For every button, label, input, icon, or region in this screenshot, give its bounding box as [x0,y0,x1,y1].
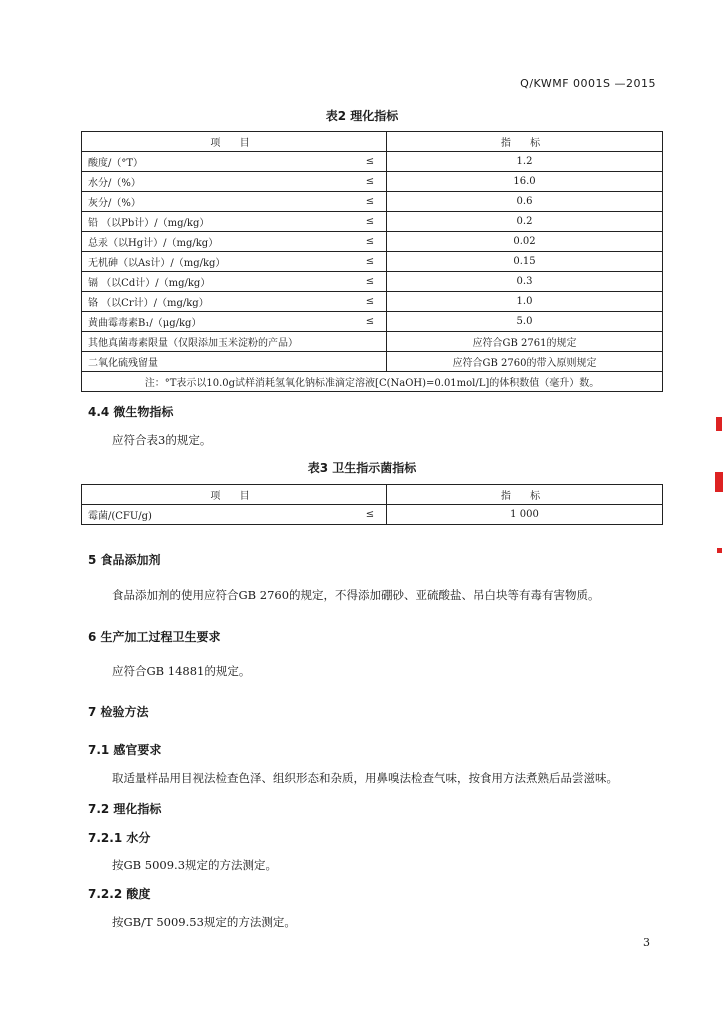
page-number: 3 [643,936,650,949]
row-op: ≤ [354,212,387,232]
row-item: 黄曲霉毒素B₁/（μg/kg） [82,312,355,332]
section-7-2-1-text: 按GB 5009.3规定的方法测定。 [112,858,278,872]
table-row [82,172,663,192]
table-row [82,352,663,372]
row-op: ≤ [354,272,387,292]
row-value: 1 000 [387,505,663,525]
section-7-1-text: 取适量样品用目视法检查色泽、组织形态和杂质，用鼻嗅法检查气味，按食用方法煮熟后品尝滋味。 [112,771,618,785]
row-value: 应符合GB 2760的带入原则规定 [387,352,663,372]
section-5-text: 食品添加剂的使用应符合GB 2760的规定，不得添加硼砂、亚硫酸盐、吊白块等有毒有害物质。 [112,588,600,602]
row-op: ≤ [354,505,387,525]
section-7-heading: 7 检验方法 [88,705,149,719]
row-value: 0.6 [387,192,663,212]
row-op: ≤ [354,252,387,272]
table-row [82,192,663,212]
row-item: 无机砷（以As计）/（mg/kg） [82,252,355,272]
row-item: 霉菌/(CFU/g) [82,505,355,525]
row-value: 0.3 [387,272,663,292]
section-7-1-heading: 7.1 感官要求 [88,743,162,757]
section-7-2-2-text: 按GB/T 5009.53规定的方法测定。 [112,915,296,929]
row-item: 镉 （以Cd计）/（mg/kg） [82,272,355,292]
section-6-text: 应符合GB 14881的规定。 [112,664,251,678]
table-row [82,252,663,272]
row-value: 16.0 [387,172,663,192]
table3-header-row [82,485,663,505]
table-row [82,292,663,312]
document-code: Q/KWMF 0001S —2015 [520,77,656,90]
row-op: ≤ [354,172,387,192]
table2-note: 注：°T表示以10.0g试样消耗氢氧化钠标准滴定溶液[C(NaOH)=0.01mol/L]的体积数值（毫升）数。 [82,372,663,392]
table2-header-row [82,132,663,152]
section-7-2-1-heading: 7.2.1 水分 [88,831,151,845]
row-item: 二氧化硫残留量 [82,352,387,372]
table-row [82,505,663,525]
table3-caption: 表3 卫生指示菌指标 [307,461,417,475]
row-value: 5.0 [387,312,663,332]
seal-mark [715,472,723,492]
table-row [82,212,663,232]
table2-caption: 表2 理化指标 [325,109,399,123]
section-4-4-text: 应符合表3的规定。 [112,433,212,447]
table2-col-value: 指 标 [387,132,663,152]
row-op: ≤ [354,312,387,332]
table3-col-item: 项 目 [82,485,387,505]
seal-mark [716,417,722,431]
table-row [82,312,663,332]
row-value: 0.15 [387,252,663,272]
row-op: ≤ [354,192,387,212]
table-row [82,332,663,352]
row-item: 其他真菌毒素限量（仅限添加玉米淀粉的产品） [82,332,387,352]
table-row [82,272,663,292]
row-op: ≤ [354,152,387,172]
section-6-heading: 6 生产加工过程卫生要求 [88,630,221,644]
table3-indicator-bacteria [81,484,663,525]
row-item: 灰分/（%） [82,192,355,212]
row-item: 水分/（%） [82,172,355,192]
table-row [82,152,663,172]
row-item: 铬 （以Cr计）/（mg/kg） [82,292,355,312]
section-5-heading: 5 食品添加剂 [88,553,161,567]
row-value: 1.0 [387,292,663,312]
table-row [82,232,663,252]
section-7-2-2-heading: 7.2.2 酸度 [88,887,151,901]
row-item: 铅 （以Pb计）/（mg/kg） [82,212,355,232]
row-value: 应符合GB 2761的规定 [387,332,663,352]
table2-physicochemical [81,131,663,392]
row-op: ≤ [354,292,387,312]
seal-mark [717,548,722,553]
table2-note-row [82,372,663,392]
row-value: 0.02 [387,232,663,252]
row-value: 0.2 [387,212,663,232]
row-op: ≤ [354,232,387,252]
row-value: 1.2 [387,152,663,172]
section-7-2-heading: 7.2 理化指标 [88,802,162,816]
row-item: 酸度/（°T） [82,152,355,172]
table2-col-item: 项 目 [82,132,387,152]
row-item: 总汞（以Hg计）/（mg/kg） [82,232,355,252]
table3-col-value: 指 标 [387,485,663,505]
section-4-4-heading: 4.4 微生物指标 [88,405,174,419]
